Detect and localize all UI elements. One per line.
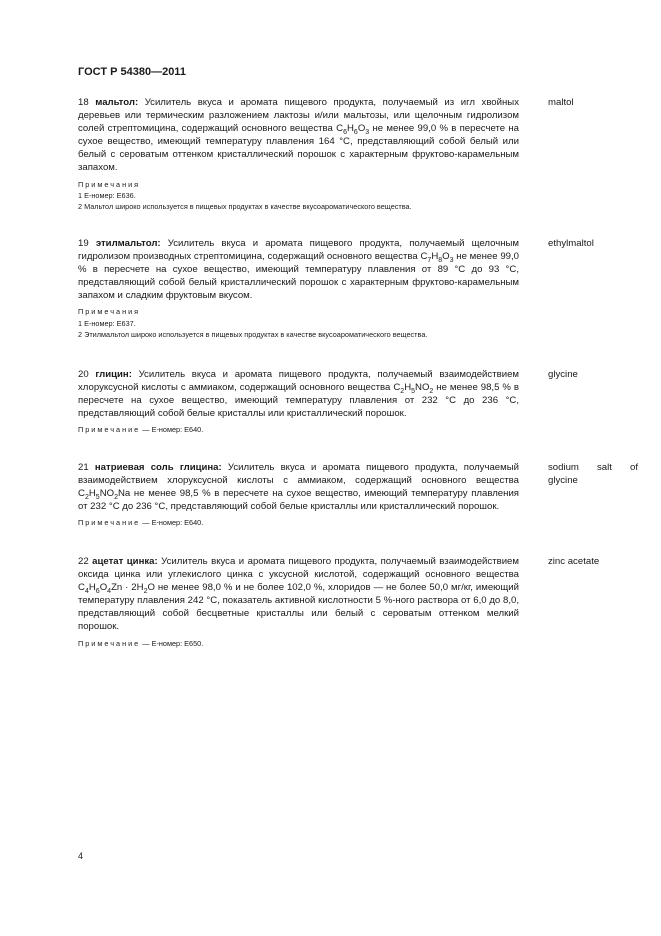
english-term: glycine (548, 369, 578, 380)
russian-term: мальтол: (95, 97, 139, 108)
entry-number: 22 (78, 556, 89, 567)
formula-subscript: 6 (95, 588, 100, 596)
english-term: ethylmaltol (548, 238, 594, 249)
english-term: zinc acetate (548, 556, 600, 567)
notes-block (78, 513, 519, 528)
entry-number: 19 (78, 238, 89, 249)
entry-sodium-glycinate (78, 461, 638, 529)
entry-number: 21 (78, 462, 89, 473)
note-item: 1 Е-номер: Е636. (78, 190, 136, 200)
russian-term: натриевая соль глицина: (94, 462, 222, 473)
note-item: 2 Мальтол широко используется в пищевых продуктах в качестве вкусоароматического вещества. (78, 201, 412, 211)
formula-subscript: 7 (427, 257, 432, 264)
definition-text (78, 555, 519, 634)
note-label: Примечание (78, 638, 141, 648)
formula-subscript: 2 (400, 388, 405, 395)
note-item: 2 Этилмальтол широко используется в пищевых продуктах в качестве вкусоароматического вещества. (78, 329, 428, 339)
note-text: — Е-номер: Е640. (140, 518, 204, 528)
notes-block (78, 175, 519, 213)
russian-term: глицин: (95, 369, 132, 380)
notes-title: Примечания (78, 307, 141, 317)
entry-number: 18 (78, 97, 89, 108)
note-text: — Е-номер: Е650. (140, 638, 204, 648)
note-label: Примечание (78, 518, 141, 528)
formula-subscript: 5 (95, 494, 100, 502)
definition-body: Усилитель вкуса и аромата пищевого продукта, получаемый из игл хвойных деревьев или термическим разложением лактозы и/или мальтозы, или щелочным гидролизом солей стрептомицина, содержащий основного вещества $C_6H_6O_3$ не менее 99,0 % в пересчете на сухое вещество, имеющий температуру плавления 164 °С, представляющий собой белый или белый с сероватым оттенком кристаллический порошок с характерным фруктово-карамельным запахом. (78, 97, 520, 174)
formula-subscript: 5 (411, 388, 416, 395)
formula-subscript: 4 (84, 588, 89, 596)
formula-subscript: 4 (107, 588, 112, 596)
formula-subscript: 2 (114, 494, 118, 502)
formula-subscript: 2 (429, 388, 434, 395)
note-item: 1 Е-номер: Е637. (78, 318, 136, 328)
definition-text (78, 461, 519, 513)
entry-zinc-acetate (78, 555, 638, 649)
formula-subscript: 6 (343, 129, 347, 137)
english-term: sodium salt of glycine (548, 462, 638, 487)
definition-body: Усилитель вкуса и аромата пищевого продукта, получаемый взаимодействием хлоруксусной кислоты с аммиаком, содержащий основного вещества $C_2H_5NO_2Na$ не менее 98,5 % в пересчете на сухое вещество, имеющий температуру плавления от 232 °С до 236 °С, представляющий собой белые кристаллы или кристаллический порошок. (78, 462, 519, 513)
entry-maltol (78, 96, 638, 212)
page-number: 4 (78, 851, 84, 861)
formula-subscript: 2 (143, 588, 148, 596)
entry-glycine (78, 368, 638, 436)
formula-subscript: 6 (353, 129, 358, 137)
definition-body: Усилитель вкуса и аромата пищевого продукта, получаемый щелочным гидролизом производных стрептомицина, содержащий основного вещества $C_7H_8O_3$ не менее 99,0 % в пересчете на сухое вещество, имеющий температуру плавления от 89 °С до 93 °С, представляющий собой белый кристаллический порошок с характерным фруктово-карамельным запахом и сладким фруктовым вкусом. (78, 238, 520, 302)
russian-term: этилмальтол: (95, 238, 161, 249)
formula-subscript: 2 (84, 494, 89, 502)
entry-number: 20 (78, 369, 89, 380)
definition-text (78, 237, 519, 302)
notes-block (78, 302, 519, 340)
english-term: maltol (548, 97, 574, 108)
notes-block (78, 634, 519, 649)
formula-subscript: 3 (365, 129, 370, 137)
definition-text (78, 96, 519, 175)
note-label: Примечание (78, 425, 141, 435)
formula-subscript: 8 (438, 257, 443, 264)
definition-body: Усилитель вкуса и аромата пищевого продукта, получаемый взаимодействием оксида цинка или углекислого цинка с уксусной кислотой, содержащий основного вещества $C_4H_6O_4Zn \cdot 2H_2O$ не менее 98,0 % и не более 102,0 %, хлоридов — не более 50,0 мг/кг, имеющий температуру плавления 242 °С, показатель активной кислотности 5 %-ного раствора от 6,0 до 8,0, представляющий собой бесцветные кристаллы или белый с сероватым оттенком мелкий порошок. (78, 556, 519, 633)
notes-block (78, 420, 519, 435)
formula-subscript: 3 (449, 257, 454, 264)
notes-title: Примечания (78, 179, 141, 189)
note-text: — Е-номер: Е640. (140, 425, 204, 435)
definition-body: Усилитель вкуса и аромата пищевого продукта, получаемый взаимодействием хлоруксусной кислоты с аммиаком, содержащий основного вещества $C_2H_5NO_2$ не менее 98,5 % в пересчете на сухое вещество, имеющий температуру плавления от 232 °С до 236 °С, представляющий собой белые кристаллы или кристаллический порошок. (78, 369, 519, 420)
russian-term: ацетат цинка: (92, 556, 158, 567)
document-header: ГОСТ Р 54380—2011 (78, 66, 186, 78)
entry-ethylmaltol (78, 237, 638, 340)
definition-text (78, 368, 519, 420)
